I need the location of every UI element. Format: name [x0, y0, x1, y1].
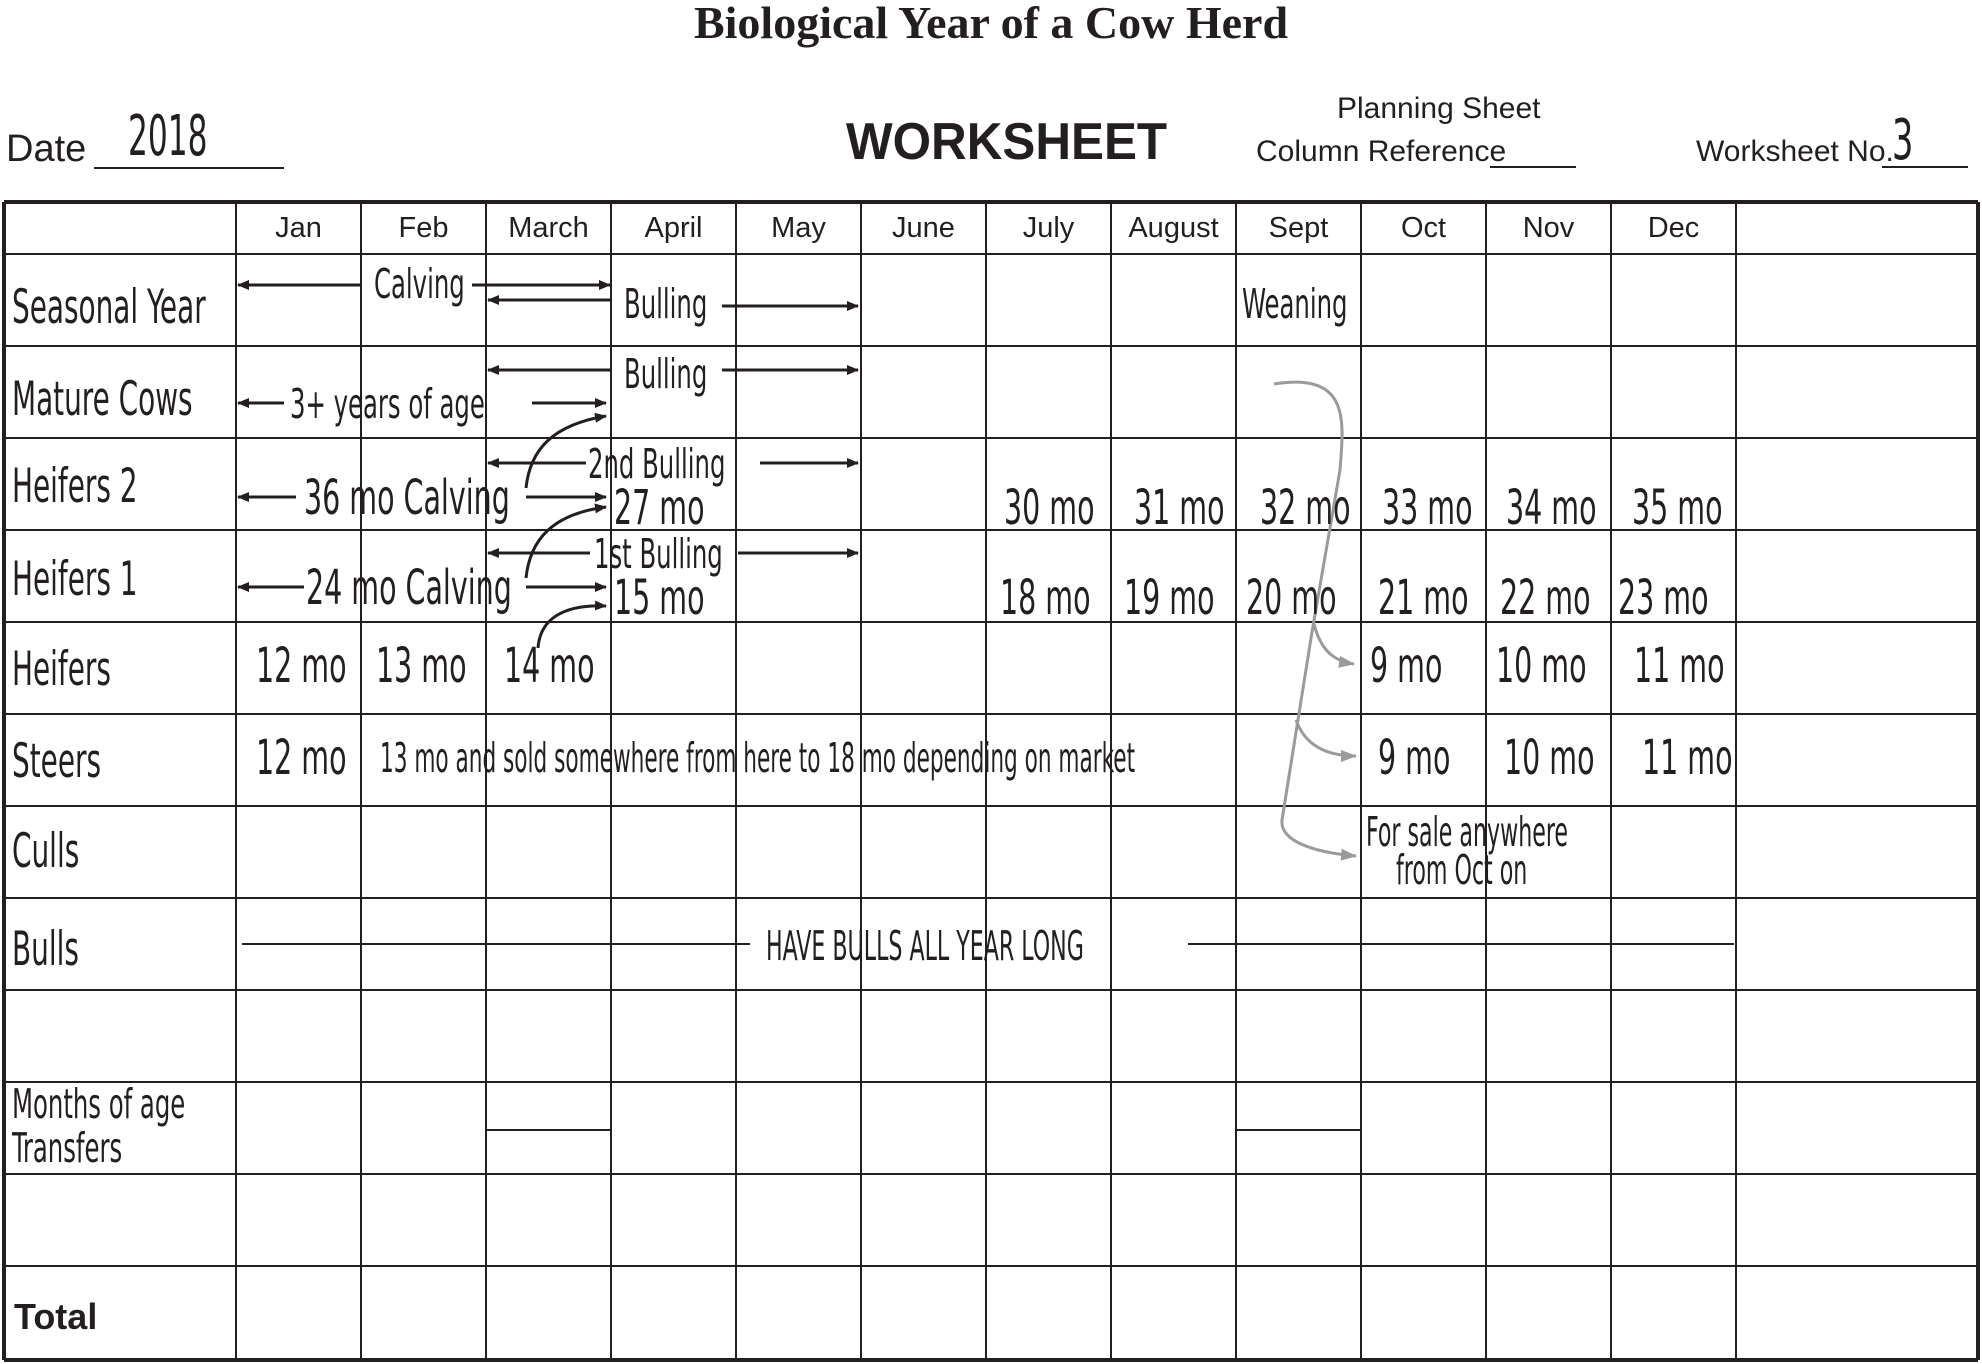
culls-note-line-2: from Oct on — [1396, 846, 1528, 894]
culls-note-line-1: For sale anywhere — [1366, 808, 1569, 856]
h2-sept-value: 32 mo — [1260, 480, 1351, 536]
month-header-march: March — [508, 212, 589, 244]
planning-sheet-label: Planning Sheet — [1337, 92, 1541, 125]
weaning-steers-arrow — [1296, 720, 1356, 756]
month-header-april: April — [644, 212, 703, 244]
heifers-oct-value: 9 mo — [1370, 638, 1443, 694]
row-label-seasonal-year: Seasonal Year — [12, 280, 206, 335]
month-header-dec: Dec — [1647, 212, 1700, 244]
month-header-june: June — [892, 212, 955, 244]
mature-age-label: 3+ years of age — [290, 380, 485, 428]
h1-sept-value: 20 mo — [1246, 570, 1337, 626]
row-label-heifers-1: Heifers 1 — [12, 552, 138, 607]
h1-july-value: 18 mo — [1000, 570, 1091, 626]
mature-bulling-label: Bulling — [624, 350, 708, 398]
h2-april-value: 27 mo — [614, 480, 705, 536]
month-header-july: July — [1022, 212, 1075, 244]
row-label-transfers: Transfers — [12, 1124, 123, 1172]
steers-nov-value: 10 mo — [1504, 730, 1595, 786]
month-header-sept: Sept — [1268, 212, 1329, 244]
weaning-heifers-arrow — [1314, 624, 1354, 664]
h2-oct-value: 33 mo — [1382, 480, 1473, 536]
first-bulling-label: 1st Bulling — [594, 530, 723, 578]
h1-oct-value: 21 mo — [1378, 570, 1469, 626]
date-label: Date — [6, 128, 87, 170]
h1-calving-label: 24 mo Calving — [306, 560, 512, 616]
row-label-months-of-age: Months of age — [12, 1080, 186, 1128]
month-header-feb: Feb — [398, 212, 449, 244]
second-bulling-label: 2nd Bulling — [588, 440, 726, 488]
document-title: Biological Year of a Cow Herd — [693, 0, 1289, 48]
column-reference-label: Column Reference — [1256, 135, 1507, 168]
heifers-feb-value: 13 mo — [376, 638, 467, 694]
h1-dec-value: 23 mo — [1618, 570, 1709, 626]
row-label-heifers: Heifers — [12, 642, 111, 697]
row-label-heifers-2: Heifers 2 — [12, 459, 138, 514]
row-label-steers: Steers — [12, 734, 102, 789]
calving-label: Calving — [374, 260, 465, 308]
h1-nov-value: 22 mo — [1500, 570, 1591, 626]
month-header-nov: Nov — [1522, 212, 1575, 244]
row-label-total: Total — [14, 1296, 98, 1337]
heifers-dec-value: 11 mo — [1634, 638, 1725, 694]
worksheet-heading: WORKSHEET — [846, 113, 1168, 171]
h2-dec-value: 35 mo — [1632, 480, 1723, 536]
h2-nov-value: 34 mo — [1506, 480, 1597, 536]
steers-sold-note: 13 mo and sold somewhere from here to 18 mo depending on market — [380, 734, 1136, 782]
date-value[interactable]: 2018 — [128, 104, 208, 169]
row-label-culls: Culls — [12, 824, 80, 879]
h2-july-value: 30 mo — [1004, 480, 1095, 536]
heifers-jan-value: 12 mo — [256, 638, 347, 694]
row-label-bulls: Bulls — [12, 922, 79, 977]
h2-august-value: 31 mo — [1134, 480, 1225, 536]
weaning-label: Weaning — [1242, 280, 1348, 328]
worksheet-no-label: Worksheet No. — [1696, 135, 1894, 168]
steers-oct-value: 9 mo — [1378, 730, 1451, 786]
month-header-oct: Oct — [1400, 212, 1447, 244]
row-label-mature-cows: Mature Cows — [12, 372, 193, 427]
month-header-august: August — [1128, 212, 1219, 244]
steers-jan-value: 12 mo — [256, 730, 347, 786]
h1-august-value: 19 mo — [1124, 570, 1215, 626]
month-header-jan: Jan — [275, 212, 322, 244]
bulling-label: Bulling — [624, 280, 708, 328]
heifers-march-value: 14 mo — [504, 638, 595, 694]
bulls-note: HAVE BULLS ALL YEAR LONG — [766, 922, 1084, 970]
h2-calving-label: 36 mo Calving — [304, 470, 510, 526]
steers-dec-value: 11 mo — [1642, 730, 1733, 786]
month-header-may: May — [771, 212, 826, 244]
heifers-nov-value: 10 mo — [1496, 638, 1587, 694]
h1-april-value: 15 mo — [614, 570, 705, 626]
worksheet-no-value[interactable]: 3 — [1892, 108, 1914, 173]
